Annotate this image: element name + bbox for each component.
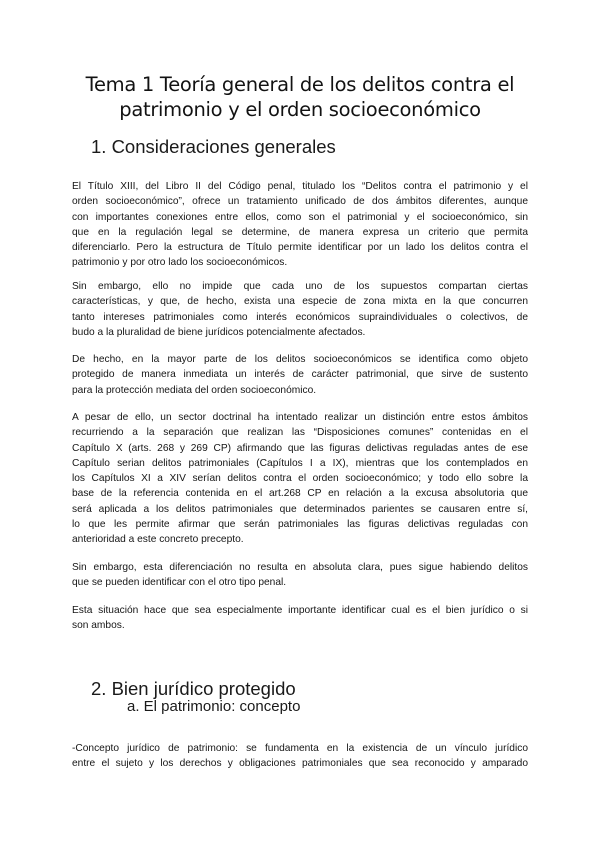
text-line: -Concepto jurídico de patrimonio: se fundamenta en la existencia de un vínculo jurídico (72, 743, 528, 754)
text-line: tanto intereses patrimoniales como interés económicos supraindividuales o colectivos, de (72, 311, 528, 323)
text-line: lo que les permite afirmar que serán patrimoniales las figuras delictivas reguladas con (72, 519, 528, 531)
paragraph (72, 352, 528, 398)
text-line: anterioridad a este concreto precepto. (72, 534, 244, 546)
text-line: El Título XIII, del Libro II del Código penal, titulado los “Delitos contra el patrimonio y el (72, 181, 528, 192)
paragraph (72, 410, 528, 548)
text-line: son ambos. (72, 620, 125, 632)
text-line: que en la regulación legal se determine, de manera expresa un criterio que permita (72, 226, 528, 238)
text-line: recurriendo a la separación que realizan las “Disposiciones comunes” contenidas en el (72, 427, 528, 439)
text-line: diferenciarlo. Pero la estructura de Título permite identificar por un lado los delitos contra el (72, 242, 528, 254)
text-line: con importantes conexiones entre ellos, como son el patrimonial y el socioeconómico, sin (72, 211, 528, 223)
text-line: Capítulo X (arts. 268 y 269 CP) afirmando que las figuras delictivas reguladas antes de ese (72, 442, 528, 454)
text-line: Sin embargo, ello no impide que cada uno de los supuestos compartan ciertas (72, 281, 528, 292)
text-line: patrimonio y por otro lado los socioeconómicos. (72, 257, 288, 269)
text-line: Esta situación hace que sea especialmente importante identificar cual es el bien jurídico o si (72, 605, 528, 616)
section-heading-bien-juridico: 2. Bien jurídico protegido (91, 678, 296, 699)
document-title (60, 72, 540, 122)
section-heading-consideraciones: 1. Consideraciones generales (91, 136, 336, 157)
text-line: budo a la pluralidad de biene jurídicos potencialmente afectados. (72, 326, 366, 338)
text-line: Sin embargo, esta diferenciación no resulta en absoluta clara, pues sigue habiendo delitos (72, 562, 528, 573)
text-line: para la protección mediata del orden socioeconómico. (72, 384, 317, 396)
title-line: Tema 1 Teoría general de los delitos contra el (85, 73, 515, 96)
paragraph (72, 603, 528, 634)
text-line: será aplicada a los delitos patrimoniales que determinados parientes se causaren entre sí, (72, 503, 528, 515)
text-line: entre el sujeto y los derechos y obligaciones patrimoniales que sea reconocido y amparado (72, 758, 528, 770)
text-line: base de la referencia contenida en el art.268 CP en relación a la excusa absolutoria que (72, 488, 528, 500)
text-line: orden socioeconómico”, ofrece un tratamiento unificado de dos ámbitos diferentes, aunque (72, 196, 528, 208)
text-line: protegido de manera inmediata un interés de carácter patrimonial, que sirve de sustento (72, 369, 528, 381)
text-line: características, y que, de hecho, exista una especie de zona mixta en la que concurren (72, 296, 528, 308)
title-line: patrimonio y el orden socioeconómico (119, 98, 481, 121)
text-line: Capítulo serian delitos patrimoniales (Capítulos I a IX), mientras que los contemplados en (72, 457, 528, 469)
paragraph (72, 741, 528, 772)
subsection-heading-patrimonio: a. El patrimonio: concepto (127, 698, 301, 715)
text-line: que se pueden identificar con el otro tipo penal. (72, 577, 287, 589)
text-line: A pesar de ello, un sector doctrinal ha intentado realizar un distinción entre estos ámbitos (72, 412, 528, 423)
paragraph (72, 279, 528, 340)
text-line: De hecho, en la mayor parte de los delitos socioeconómicos se identifica como objeto (72, 354, 528, 365)
text-line: los Capítulos XI a XIV serían delitos contra el orden socioeconómico; y todo ello sobre la (72, 473, 528, 485)
paragraph (72, 179, 528, 271)
paragraph (72, 560, 528, 591)
